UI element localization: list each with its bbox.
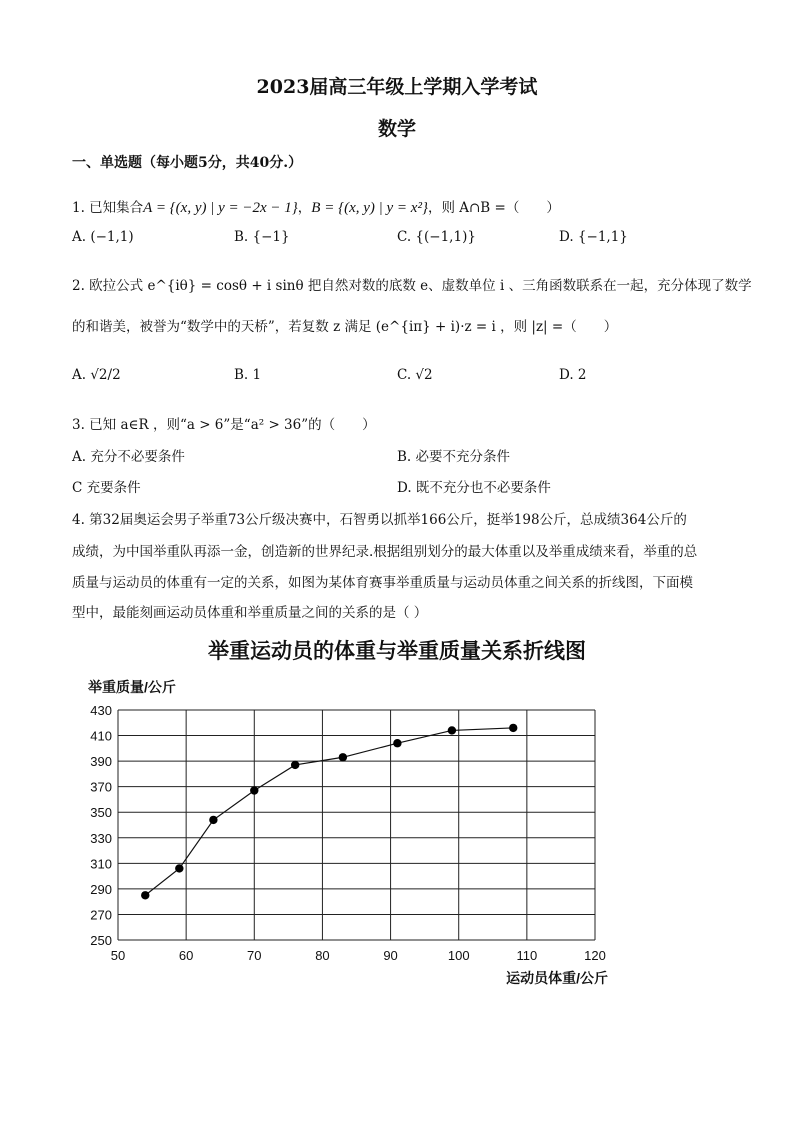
y-tick-label: 330 [90, 830, 112, 846]
series-line [145, 728, 513, 895]
q2-option-d: D. 2 [559, 367, 587, 383]
y-tick-label: 370 [90, 779, 112, 795]
q3-option-c: C 充要条件 [72, 480, 141, 496]
q2-option-b: B. 1 [234, 367, 262, 383]
q1-prefix: 1. 已知集合 [72, 200, 144, 216]
q4-line-3: 质量与运动员的体重有一定的关系，如图为某体育赛事举重质量与运动员体重之间关系的折线图，下面模 [72, 575, 693, 591]
x-tick-label: 60 [178, 948, 194, 963]
data-point [250, 786, 258, 794]
q3-option-b: B. 必要不充分条件 [397, 449, 511, 465]
data-point [291, 761, 299, 769]
y-tick-label: 310 [90, 856, 112, 872]
y-tick-label: 430 [90, 703, 112, 718]
x-tick-label: 110 [516, 948, 538, 963]
section-heading: 一、单选题（每小题5分，共40分.） [72, 155, 303, 171]
q2-line-1: 2. 欧拉公式 e^{iθ} = cosθ + i sinθ 把自然对数的底数 e、虚数单位 i 、三角函数联系在一起，充分体现了数学 [72, 278, 752, 294]
chart-xlabel: 运动员体重/公斤 [506, 970, 608, 986]
x-tick-label: 100 [447, 948, 470, 963]
q1-option-a: A. (−1,1) [72, 229, 134, 245]
data-point [393, 739, 401, 747]
x-tick-label: 90 [383, 948, 398, 963]
data-point [209, 816, 217, 824]
q1-set-a: A = {(x, y) | y = −2x − 1} [143, 200, 298, 216]
chart-ylabel: 举重质量/公斤 [88, 679, 176, 695]
q1-set-b: B = {(x, y) | y = x²} [311, 200, 428, 216]
q4-line-2: 成绩，为中国举重队再添一金，创造新的世界纪录.根据组别划分的最大体重以及举重成绩来看，举重的总 [72, 544, 698, 560]
data-point [175, 864, 183, 872]
q1-option-b: B. {−1} [234, 229, 290, 245]
subject-title: 数学 [377, 118, 416, 140]
x-tick-label: 80 [315, 948, 330, 963]
question-1-stem [72, 196, 560, 217]
y-tick-label: 290 [90, 881, 112, 897]
q1-option-d: D. {−1,1} [559, 229, 628, 245]
chart-title: 举重运动员的体重与举重质量关系折线图 [208, 638, 586, 663]
x-tick-label: 50 [110, 948, 126, 963]
q3-option-d: D. 既不充分也不必要条件 [397, 480, 551, 496]
data-point [141, 891, 149, 899]
y-tick-label: 410 [90, 728, 112, 744]
q1-separator: ， [297, 200, 312, 216]
y-tick-label: 390 [90, 754, 112, 770]
x-tick-label: 70 [247, 948, 262, 963]
q3-option-a: A. 充分不必要条件 [72, 449, 185, 465]
q2-option-a: A. √2/2 [72, 367, 121, 383]
q1-option-c: C. {(−1,1)} [397, 229, 476, 245]
q4-line-1: 4. 第32届奥运会男子举重73公斤级决赛中，石智勇以抓举166公斤，挺举198公斤，总成绩364公斤的 [72, 512, 687, 528]
data-point [448, 726, 456, 734]
y-tick-label: 350 [90, 805, 112, 821]
data-point [339, 753, 347, 761]
q4-line-4: 型中，最能刻画运动员体重和举重质量之间的关系的是（ ） [72, 605, 428, 621]
y-tick-label: 270 [90, 907, 112, 923]
q2-option-c: C. √2 [397, 367, 433, 383]
q2-line-2: 的和谐美，被誉为“数学中的天桥”，若复数 z 满足 (e^{iπ} + i)·z = i ，则 |z| =（ ） [72, 319, 618, 335]
q1-suffix: ，则 A∩B =（ ） [427, 200, 560, 216]
y-tick-label: 250 [90, 933, 112, 948]
exam-title: 2023届高三年级上学期入学考试 [256, 76, 538, 98]
x-tick-label: 120 [584, 948, 606, 963]
data-point [509, 724, 517, 732]
q3-stem: 3. 已知 a∈R ，则“a > 6”是“a² > 36”的（ ） [72, 417, 376, 433]
